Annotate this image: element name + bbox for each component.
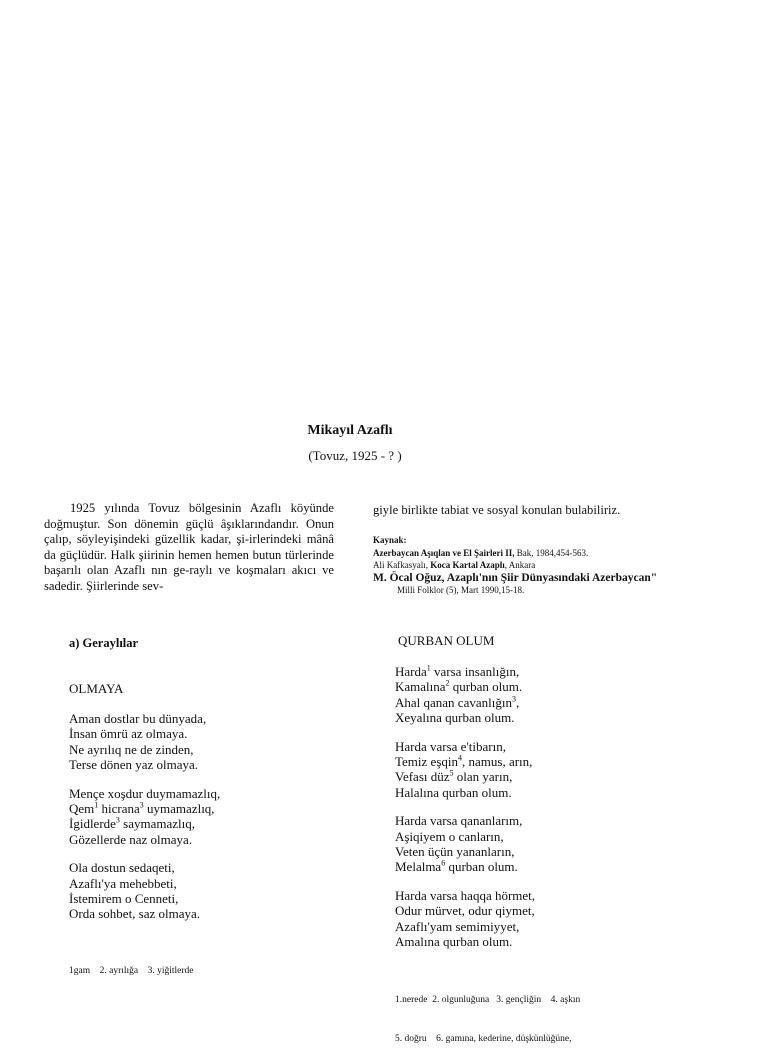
poem-text: , [515,694,520,710]
section-heading: a) Geraylılar [69,636,139,650]
poem-line: Odur mürvet, odur qiymet, [395,903,535,919]
poem-text: Temiz eşqin [395,754,458,770]
source-1-detail: Bak, 1984,454-563. [514,547,589,558]
poem-line: İnsan ömrü az olmaya. [69,726,188,742]
poem-line: Harda varsa haqqa hörmet, [395,887,536,903]
poem-line: Gözellerde naz olmaya. [69,831,193,847]
poem-text: , namus, arın, [462,754,533,770]
stanza [395,888,535,950]
footnote-mark: 5 [449,769,454,779]
stanza [69,860,220,922]
poem-line: Harda varsa e'tibarın, [395,738,506,754]
poem-line [395,695,535,710]
poem-line: Mençe xoşdur duymamazlıq, [69,785,221,801]
footnote-right-line-1: 1.nerede 2. olgunluğuna 3. gençliğin 4. aşkın [395,995,581,1005]
source-2-title: Koca Kartal Azaplı [430,560,505,570]
poem-line: Aman dostlar bu dünyada, [69,711,207,726]
footnote-mark: 6 [441,859,446,869]
poem-line: Ola dostun sedaqeti, [69,860,175,876]
sources-block [373,534,657,597]
poem-line [69,816,220,831]
poem-text: Kamalına [395,679,446,695]
poem-line [395,679,535,694]
footnote-mark: 3 [139,800,144,810]
source-1-title: Azerbaycan Aşıqlan ve El Şairleri II, [373,547,515,558]
poem-line: Terse dönen yaz olmaya. [69,757,199,773]
poem-text: Qem [69,801,95,817]
poem-olmaya [69,711,220,935]
poem-line [395,664,535,679]
poem-line: Harda varsa qananlarım, [395,813,523,829]
intro-continuation: giyle birlikte tabiat ve sosyal konulan bulabiliriz. [373,503,621,517]
poem-text: varsa insanlığın, [430,664,520,679]
poem-text: Harda [395,664,427,679]
page-subtitle: (Tovuz, 1925 - ? ) [308,448,402,463]
poem-line: Orda sohbet, saz olmaya. [69,906,201,922]
footnote-mark: 1 [94,800,99,810]
poem-line [395,859,535,874]
poem-text: Vefası düz [395,769,450,785]
source-2-detail: , Ankara [504,560,536,570]
source-line-4: Milli Folklor (5), Mart 1990,15-18. [397,585,525,595]
source-2-author: Ali Kafkasyalı, [373,560,431,570]
footnote-mark: 1 [426,663,431,673]
poem-text: saymamazlıq, [119,816,196,832]
poem-text: olan yarın, [453,769,513,785]
sources-label: Kaynak: [373,535,407,545]
poem-line: İstemirem o Cenneti, [69,891,179,907]
intro-paragraph [44,501,334,594]
footnote-right-line-2: 5. doğru 6. gamına, kederine, düşkünlüğüne, [395,1034,572,1044]
stanza [69,786,220,848]
footnote-left: 1gam 2. ayrılığa 3. yiğitlerde [69,966,194,976]
poem-line: Halalına qurban olum. [395,784,512,800]
poem-qurban-olum [395,664,535,963]
poem-line [69,801,220,816]
poem-line [395,754,535,769]
stanza [69,711,220,773]
footnote-mark: 3 [511,694,516,704]
footnote-mark: 2 [445,679,450,689]
poem-line: Ne ayrılıq ne de zinden, [69,741,194,757]
source-line-3: M. Öcal Oğuz, Azaplı'nın Şiir Dünyasındaki Azerbaycan" [373,571,658,584]
stanza [395,664,535,726]
poem-line: Xeyalına qurban olum. [395,710,515,726]
poem-line [395,769,535,784]
poem-line: Amalına qurban olum. [395,934,513,950]
stanza [395,739,535,801]
intro-text: 1925 yılında Tovuz bölgesinin Azaflı köyünde doğmuştur. Son dönemin güçlü âşıklarındandır. Onun çalıp, söyleyişindeki güzellik kadar, şi-irlerindeki mânâ da güçlüdür. Halk şiirinin hemen hemen butun türlerinde başarılı olan Azaflı nın ge-raylı ve koşmaları akıcı ve sadedir. Şiirlerinde sev- [44,501,334,593]
poem-line: Azaflı'yam semimiyyet, [395,918,520,934]
poem-text: hicrana [98,801,140,817]
poem-title-olmaya: OLMAYA [69,681,124,696]
poem-line: Veten üçün yananların, [395,844,515,860]
page-title: Mikayıl Azaflı [307,423,393,438]
source-line-2 [373,559,657,572]
poem-text: qurban olum. [449,679,523,695]
poem-text: Ahal qanan cavanlığın [395,694,512,710]
stanza [395,813,535,875]
poem-text: qurban olum. [445,859,518,875]
poem-line: Aşiqiyem o canların, [395,828,504,844]
poem-text: Melalma [395,859,442,875]
poem-text: uymamazlıq, [143,801,215,817]
poem-title-qurban-olum: QURBAN OLUM [398,633,495,648]
footnote-right [395,968,580,1059]
footnote-mark: 3 [115,816,120,826]
poem-line: Azaflı'ya mehebbeti, [69,875,177,891]
poem-text: İgidlerde [69,816,116,832]
source-line-1 [373,547,657,560]
footnote-mark: 4 [458,753,462,763]
